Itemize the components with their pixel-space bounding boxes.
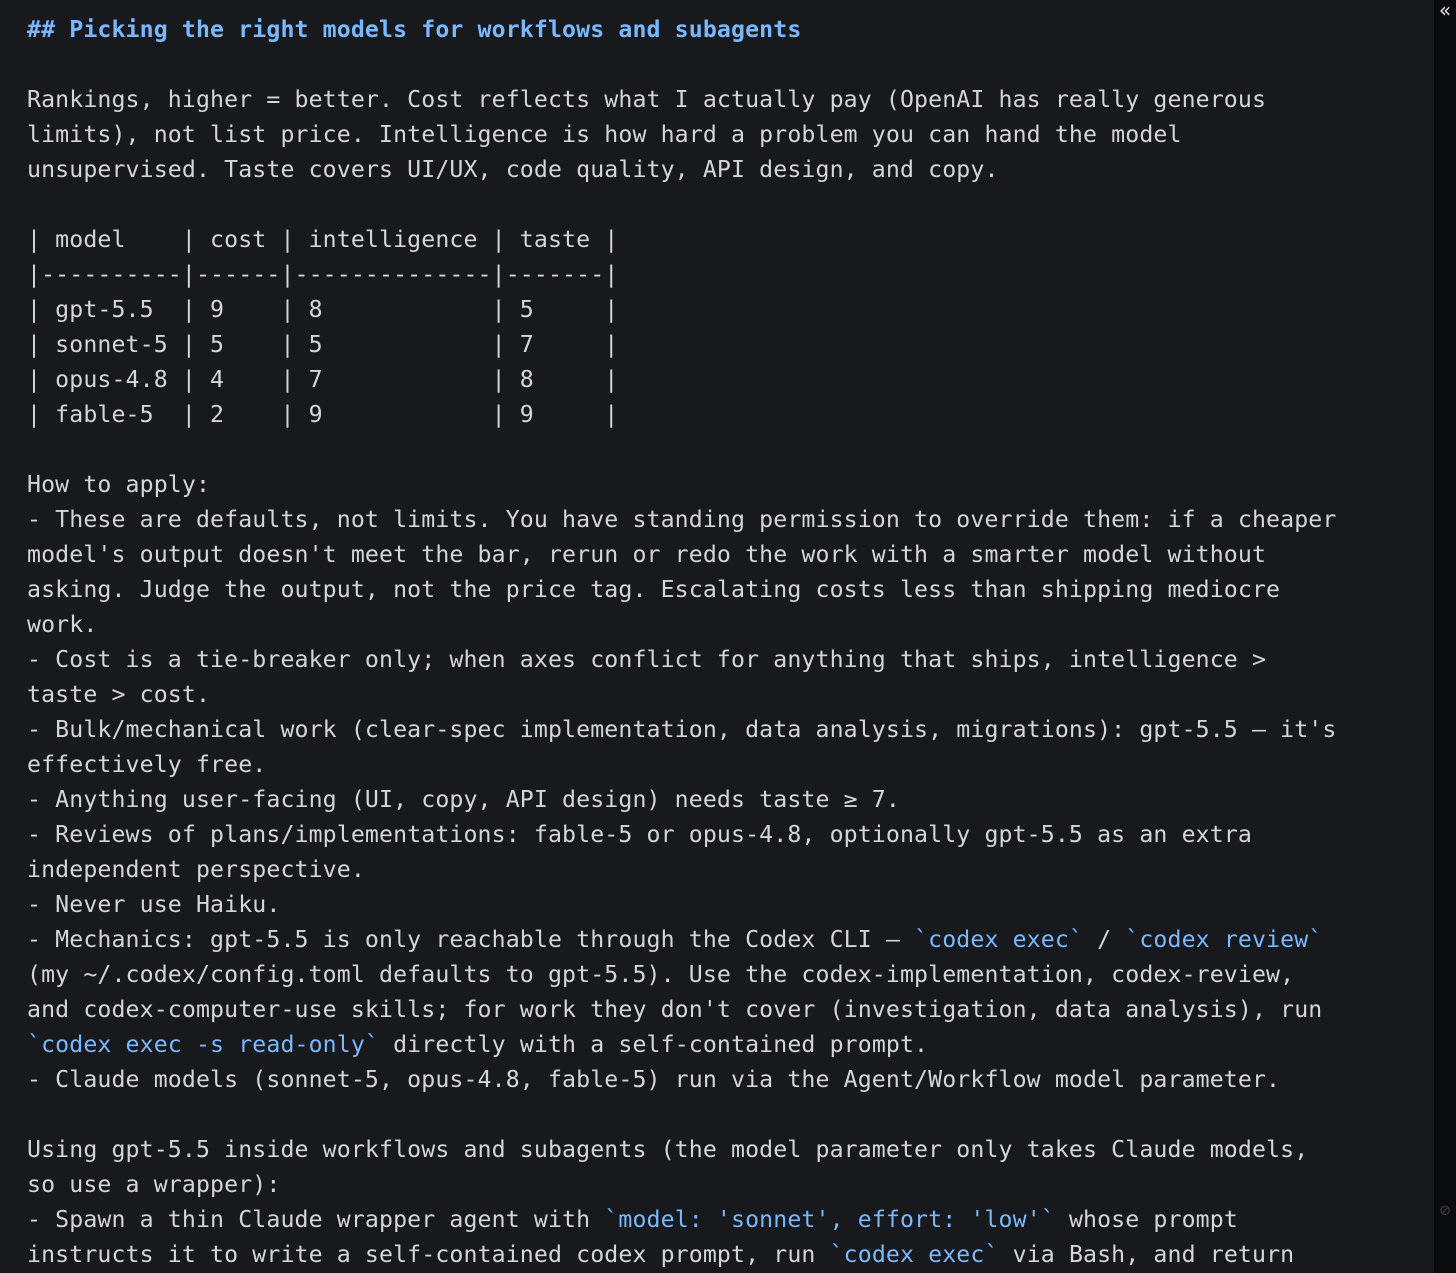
guideline-line: model's output doesn't meet the bar, rerun or redo the work with a smarter model without <box>27 541 1267 568</box>
table-row: | sonnet-5 | 5 | 5 | 7 | <box>27 331 619 358</box>
table-separator: |----------|------|--------------|-------| <box>27 261 619 288</box>
guideline-line: - Reviews of plans/implementations: fable-5 or opus-4.8, optionally gpt-5.5 as an extra <box>27 821 1252 848</box>
guideline-line: - Anything user-facing (UI, copy, API design) needs taste ≥ 7. <box>27 786 900 813</box>
wrapper-line: Using gpt-5.5 inside workflows and subagents (the model parameter only takes Claude models, <box>27 1136 1309 1163</box>
table-row: | fable-5 | 2 | 9 | 9 | <box>27 401 619 428</box>
mechanics-line <box>27 1027 1434 1062</box>
mechanics-line: (my ~/.codex/config.toml defaults to gpt-5.5). Use the codex-implementation, codex-review, <box>27 961 1295 988</box>
guideline-line: - Claude models (sonnet-5, opus-4.8, fable-5) run via the Agent/Workflow model parameter. <box>27 1066 1281 1093</box>
table-header: | model | cost | intelligence | taste | <box>27 226 619 253</box>
blank-line <box>27 432 1434 467</box>
wrapper-line <box>27 1237 1434 1272</box>
blank-line <box>27 1097 1434 1132</box>
inline-code: `codex exec -s read-only` <box>27 1031 380 1058</box>
guideline-line: work. <box>27 611 98 638</box>
collapse-sidebar-icon[interactable]: « <box>1438 0 1452 22</box>
inline-code: `model: 'sonnet', effort: 'low'` <box>604 1206 1055 1233</box>
guideline-line: taste > cost. <box>27 681 211 708</box>
blank-line <box>27 187 1434 222</box>
guideline-line: asking. Judge the output, not the price tag. Escalating costs less than shipping mediocre <box>27 576 1281 603</box>
mechanics-line <box>27 922 1434 957</box>
intro-line: unsupervised. Taste covers UI/UX, code quality, API design, and copy. <box>27 156 999 183</box>
wrapper-line: so use a wrapper): <box>27 1171 281 1198</box>
guideline-line: independent perspective. <box>27 856 365 883</box>
table-row: | opus-4.8 | 4 | 7 | 8 | <box>27 366 619 393</box>
guideline-line: - These are defaults, not limits. You have standing permission to override them: if a cheaper <box>27 506 1337 533</box>
wrapper-text: whose prompt <box>1054 1206 1238 1233</box>
intro-line: Rankings, higher = better. Cost reflects what I actually pay (OpenAI has really generous <box>27 86 1267 113</box>
guideline-line: - Cost is a tie-breaker only; when axes conflict for anything that ships, intelligence > <box>27 646 1267 673</box>
editor-content <box>27 12 1434 1272</box>
mechanics-text: directly with a self-contained prompt. <box>379 1031 929 1058</box>
blank-line <box>27 47 1434 82</box>
wrapper-line <box>27 1202 1434 1237</box>
wrapper-text: instructs it to write a self-contained codex prompt, run <box>27 1241 830 1268</box>
section-heading: ## Picking the right models for workflows and subagents <box>27 16 802 43</box>
mechanics-text: - Mechanics: gpt-5.5 is only reachable through the Codex CLI — <box>27 926 915 953</box>
table-row: | gpt-5.5 | 9 | 8 | 5 | <box>27 296 619 323</box>
inline-code: `codex exec` <box>829 1241 999 1268</box>
inline-code: `codex exec` <box>914 926 1084 953</box>
sidebar-rail <box>1434 0 1456 1273</box>
mechanics-line: and codex-computer-use skills; for work they don't cover (investigation, data analysis), run <box>27 996 1323 1023</box>
how-to-apply-title: How to apply: <box>27 471 211 498</box>
intro-line: limits), not list price. Intelligence is how hard a problem you can hand the model <box>27 121 1182 148</box>
mechanics-text: / <box>1083 926 1126 953</box>
inline-code: `codex review` <box>1125 926 1323 953</box>
guideline-line: - Never use Haiku. <box>27 891 281 918</box>
wrapper-text: - Spawn a thin Claude wrapper agent with <box>27 1206 605 1233</box>
wrapper-text: via Bash, and return <box>998 1241 1295 1268</box>
scroll-indicator-icon: ⊘ <box>1439 1200 1451 1221</box>
guideline-line: - Bulk/mechanical work (clear-spec implementation, data analysis, migrations): gpt-5.5 — it's <box>27 716 1337 743</box>
guideline-line: effectively free. <box>27 751 267 778</box>
